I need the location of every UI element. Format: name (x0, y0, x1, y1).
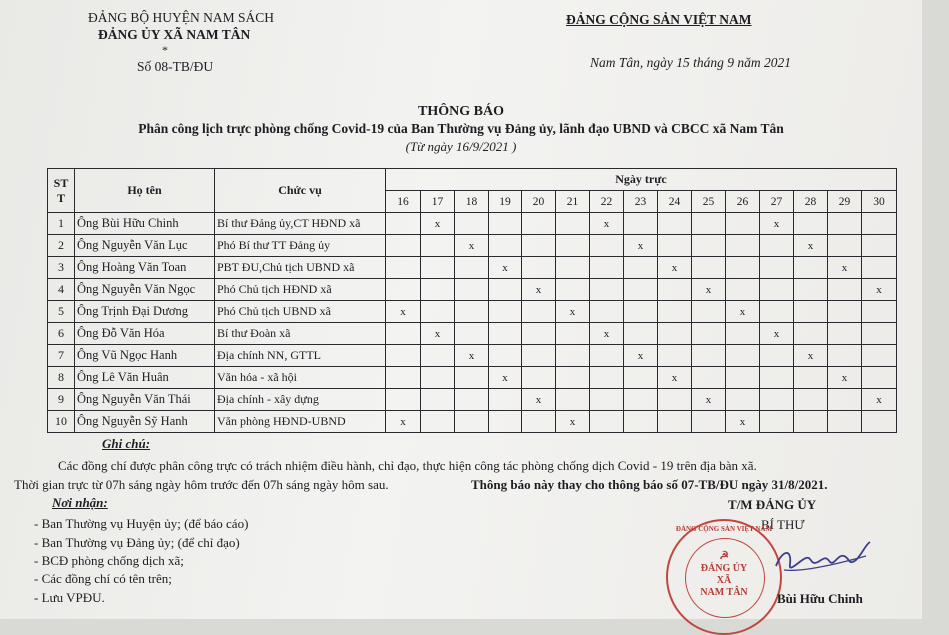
duty-cell (455, 279, 489, 301)
duty-cell (590, 367, 624, 389)
duty-cell (692, 213, 726, 235)
duty-cell (862, 301, 897, 323)
duty-cell: x (556, 301, 590, 323)
duty-cell (658, 411, 692, 433)
duty-cell (624, 301, 658, 323)
table-row (48, 389, 897, 411)
duty-cell (556, 235, 590, 257)
duty-cell: x (726, 301, 760, 323)
duty-cell (658, 235, 692, 257)
duty-cell (828, 235, 862, 257)
row-position: PBT ĐU,Chủ tịch UBND xã (215, 257, 386, 279)
recipient-item: - Lưu VPĐU. (34, 590, 105, 605)
duty-cell (658, 323, 692, 345)
duty-cell: x (489, 367, 522, 389)
row-name: Ông Nguyễn Văn Thái (75, 389, 215, 411)
duty-cell (489, 235, 522, 257)
row-name: Ông Hoàng Văn Toan (75, 257, 215, 279)
duty-cell (828, 389, 862, 411)
row-name: Ông Bùi Hữu Chinh (75, 213, 215, 235)
schedule-body (48, 213, 897, 433)
duty-cell (455, 213, 489, 235)
header-position: Chức vụ (215, 169, 386, 213)
duty-cell (489, 301, 522, 323)
duty-cell (794, 279, 828, 301)
duty-cell (386, 367, 421, 389)
duty-cell (624, 323, 658, 345)
day-header-26: 26 (726, 191, 760, 213)
on-behalf-label: T/M ĐẢNG ỦY (728, 497, 817, 512)
row-stt: 9 (48, 389, 75, 411)
duty-cell (624, 389, 658, 411)
row-stt: 6 (48, 323, 75, 345)
duty-cell (692, 323, 726, 345)
duty-cell (421, 257, 455, 279)
duty-cell (692, 257, 726, 279)
duty-cell (556, 345, 590, 367)
duty-cell: x (692, 389, 726, 411)
duty-cell: x (386, 411, 421, 433)
duty-cell (862, 213, 897, 235)
duty-cell (726, 235, 760, 257)
row-position: Phó Chủ tịch HĐND xã (215, 279, 386, 301)
day-header-18: 18 (455, 191, 489, 213)
duty-cell (386, 257, 421, 279)
duty-cell: x (590, 213, 624, 235)
day-header-24: 24 (658, 191, 692, 213)
duty-cell (760, 257, 794, 279)
duty-cell (726, 279, 760, 301)
day-header-25: 25 (692, 191, 726, 213)
duty-cell: x (794, 235, 828, 257)
duty-cell (794, 389, 828, 411)
duty-cell (862, 345, 897, 367)
row-stt: 5 (48, 301, 75, 323)
duty-cell (862, 411, 897, 433)
duty-cell (692, 235, 726, 257)
row-name: Ông Trịnh Đại Dương (75, 301, 215, 323)
day-header-20: 20 (522, 191, 556, 213)
row-stt: 2 (48, 235, 75, 257)
duty-cell (421, 345, 455, 367)
duty-cell (386, 213, 421, 235)
row-position: Bí thư Đảng ủy,CT HĐND xã (215, 213, 386, 235)
table-row (48, 235, 897, 257)
duty-cell: x (455, 235, 489, 257)
duty-cell: x (556, 411, 590, 433)
recipients-heading: Nơi nhận: (52, 495, 108, 510)
duty-cell (421, 367, 455, 389)
row-stt: 4 (48, 279, 75, 301)
duty-cell (455, 301, 489, 323)
duty-cell: x (862, 389, 897, 411)
duty-cell: x (624, 345, 658, 367)
duty-cell (590, 345, 624, 367)
handwritten-signature (770, 536, 880, 580)
day-header-22: 22 (590, 191, 624, 213)
row-name: Ông Lê Văn Huân (75, 367, 215, 389)
duty-cell (590, 235, 624, 257)
duty-cell (726, 323, 760, 345)
duty-cell: x (590, 323, 624, 345)
document-title: THÔNG BÁO (418, 104, 504, 119)
duty-cell (760, 411, 794, 433)
duty-cell (421, 279, 455, 301)
row-name: Ông Nguyễn Văn Lục (75, 235, 215, 257)
duty-cell (862, 257, 897, 279)
row-stt: 7 (48, 345, 75, 367)
duty-cell (421, 411, 455, 433)
duty-cell (489, 323, 522, 345)
duty-cell (590, 301, 624, 323)
duty-cell (794, 411, 828, 433)
table-row (48, 411, 897, 433)
duty-cell (522, 301, 556, 323)
org-parent: ĐẢNG BỘ HUYỆN NAM SÁCH (88, 10, 275, 25)
duty-cell (624, 257, 658, 279)
duty-cell: x (760, 213, 794, 235)
duty-cell (692, 301, 726, 323)
duty-cell: x (522, 389, 556, 411)
duty-cell (556, 323, 590, 345)
duty-cell (862, 367, 897, 389)
duty-cell: x (522, 279, 556, 301)
duty-cell (794, 213, 828, 235)
duty-cell (556, 367, 590, 389)
duty-cell (421, 389, 455, 411)
duty-cell (692, 411, 726, 433)
duty-cell (828, 411, 862, 433)
duty-cell (624, 367, 658, 389)
row-stt: 1 (48, 213, 75, 235)
duty-cell (590, 389, 624, 411)
table-row (48, 279, 897, 301)
row-position: Phó Bí thư TT Đảng ủy (215, 235, 386, 257)
org-name: ĐẢNG ỦY XÃ NAM TÂN (98, 27, 251, 42)
duty-cell (692, 345, 726, 367)
duty-cell (760, 301, 794, 323)
recipient-item: - Ban Thường vụ Huyện ủy; (để báo cáo) (34, 516, 249, 531)
signer-name: Bùi Hữu Chinh (777, 591, 863, 606)
day-header-19: 19 (489, 191, 522, 213)
row-stt: 10 (48, 411, 75, 433)
duty-cell (590, 411, 624, 433)
duty-cell (386, 279, 421, 301)
recipient-item: - Ban Thường vụ Đảng ủy; (để chỉ đạo) (34, 535, 240, 550)
day-header-23: 23 (624, 191, 658, 213)
duty-cell: x (421, 213, 455, 235)
row-name: Ông Nguyễn Sỹ Hanh (75, 411, 215, 433)
duty-cell (658, 213, 692, 235)
row-stt: 8 (48, 367, 75, 389)
date-range: (Từ ngày 16/9/2021 ) (405, 139, 517, 154)
duty-cell (455, 323, 489, 345)
duty-cell (522, 213, 556, 235)
day-header-16: 16 (386, 191, 421, 213)
duty-cell (386, 345, 421, 367)
duty-cell: x (862, 279, 897, 301)
duty-cell (455, 411, 489, 433)
duty-cell: x (658, 257, 692, 279)
duty-cell: x (692, 279, 726, 301)
duty-cell (760, 367, 794, 389)
duty-cell: x (828, 367, 862, 389)
row-position: Bí thư Đoàn xã (215, 323, 386, 345)
duty-cell (421, 235, 455, 257)
table-row (48, 367, 897, 389)
header-name: Họ tên (75, 169, 215, 213)
duty-cell (556, 389, 590, 411)
duty-cell (489, 279, 522, 301)
place-date: Nam Tân, ngày 15 tháng 9 năm 2021 (590, 55, 792, 70)
row-name: Ông Vũ Ngọc Hanh (75, 345, 215, 367)
duty-cell (658, 279, 692, 301)
duty-cell (386, 323, 421, 345)
duty-cell: x (386, 301, 421, 323)
duty-cell (828, 345, 862, 367)
notes-line-2: Thời gian trực từ 07h sáng ngày hôm trước đến 07h sáng ngày hôm sau. (14, 477, 389, 492)
recipient-item: - Các đồng chí có tên trên; (34, 571, 172, 586)
duty-cell (658, 301, 692, 323)
day-header-30: 30 (862, 191, 897, 213)
duty-cell: x (828, 257, 862, 279)
row-name: Ông Đỗ Văn Hóa (75, 323, 215, 345)
table-row (48, 301, 897, 323)
row-position: Phó Chủ tịch UBND xã (215, 301, 386, 323)
notes-line-1: Các đồng chí được phân công trực có trách nhiệm điều hành, chỉ đạo, thực hiện công tác phòng chống dịch Covid - 19 trên địa bàn xã. (58, 458, 757, 473)
duty-cell (489, 389, 522, 411)
duty-cell (590, 257, 624, 279)
duty-cell (522, 345, 556, 367)
duty-cell (489, 213, 522, 235)
duty-cell (421, 301, 455, 323)
duty-cell (794, 301, 828, 323)
duty-cell (489, 345, 522, 367)
duty-cell (522, 323, 556, 345)
duty-cell (862, 235, 897, 257)
duty-cell (828, 213, 862, 235)
duty-cell: x (726, 411, 760, 433)
duty-cell (624, 279, 658, 301)
duty-cell (658, 345, 692, 367)
duty-cell (624, 411, 658, 433)
duty-cell (828, 279, 862, 301)
recipient-item: - BCĐ phòng chống dịch xã; (34, 553, 184, 568)
day-header-17: 17 (421, 191, 455, 213)
duty-cell: x (489, 257, 522, 279)
duty-cell (624, 213, 658, 235)
duty-cell (828, 323, 862, 345)
notes-heading: Ghi chú: (102, 436, 151, 451)
table-row (48, 345, 897, 367)
duty-cell (386, 389, 421, 411)
table-row (48, 323, 897, 345)
duty-cell (794, 257, 828, 279)
duty-cell (760, 235, 794, 257)
seal-star-icon: ☭ (719, 550, 729, 562)
table-row (48, 257, 897, 279)
day-header-28: 28 (794, 191, 828, 213)
duty-cell: x (455, 345, 489, 367)
duty-cell (658, 389, 692, 411)
doc-number: Số 08-TB/ĐU (137, 59, 214, 74)
duty-cell (556, 279, 590, 301)
day-header-27: 27 (760, 191, 794, 213)
row-stt: 3 (48, 257, 75, 279)
row-position: Địa chính NN, GTTL (215, 345, 386, 367)
day-header-21: 21 (556, 191, 590, 213)
duty-cell (726, 257, 760, 279)
duty-cell: x (624, 235, 658, 257)
duty-schedule-table (47, 168, 897, 433)
row-name: Ông Nguyễn Văn Ngọc (75, 279, 215, 301)
official-seal: ĐẢNG CỘNG SẢN VIỆT NAM ☭ ĐẢNG ỦY XÃ NAM TÂN (666, 519, 782, 635)
document-subtitle: Phân công lịch trực phòng chống Covid-19 của Ban Thường vụ Đảng ủy, lãnh đạo UBND và CBCC xã Nam Tân (138, 121, 784, 136)
duty-cell (862, 323, 897, 345)
row-position: Văn hóa - xã hội (215, 367, 386, 389)
duty-cell (556, 213, 590, 235)
duty-cell (386, 235, 421, 257)
duty-cell (828, 301, 862, 323)
duty-cell (590, 279, 624, 301)
row-position: Văn phòng HĐND-UBND (215, 411, 386, 433)
header-duty-days: Ngày trực (386, 169, 897, 191)
duty-cell (794, 323, 828, 345)
duty-cell (760, 389, 794, 411)
duty-cell: x (658, 367, 692, 389)
duty-cell (726, 213, 760, 235)
duty-cell (522, 257, 556, 279)
duty-cell (726, 367, 760, 389)
duty-cell (455, 389, 489, 411)
duty-cell (760, 279, 794, 301)
duty-cell (522, 367, 556, 389)
replacement-note: Thông báo này thay cho thông báo số 07-TB/ĐU ngày 31/8/2021. (471, 477, 828, 492)
header-stt: ST T (48, 169, 75, 213)
duty-cell: x (421, 323, 455, 345)
duty-cell (522, 235, 556, 257)
duty-cell (794, 367, 828, 389)
signer-role: BÍ THƯ (761, 517, 805, 532)
duty-cell (522, 411, 556, 433)
day-header-29: 29 (828, 191, 862, 213)
duty-cell (692, 367, 726, 389)
duty-cell (726, 345, 760, 367)
duty-cell (455, 257, 489, 279)
duty-cell (556, 257, 590, 279)
duty-cell: x (760, 323, 794, 345)
star-mark: * (162, 43, 168, 57)
duty-cell (726, 389, 760, 411)
table-row (48, 213, 897, 235)
row-position: Địa chính - xây dựng (215, 389, 386, 411)
duty-cell: x (794, 345, 828, 367)
duty-cell (455, 367, 489, 389)
duty-cell (760, 345, 794, 367)
party-name: ĐẢNG CỘNG SẢN VIỆT NAM (566, 12, 752, 27)
duty-cell (489, 411, 522, 433)
